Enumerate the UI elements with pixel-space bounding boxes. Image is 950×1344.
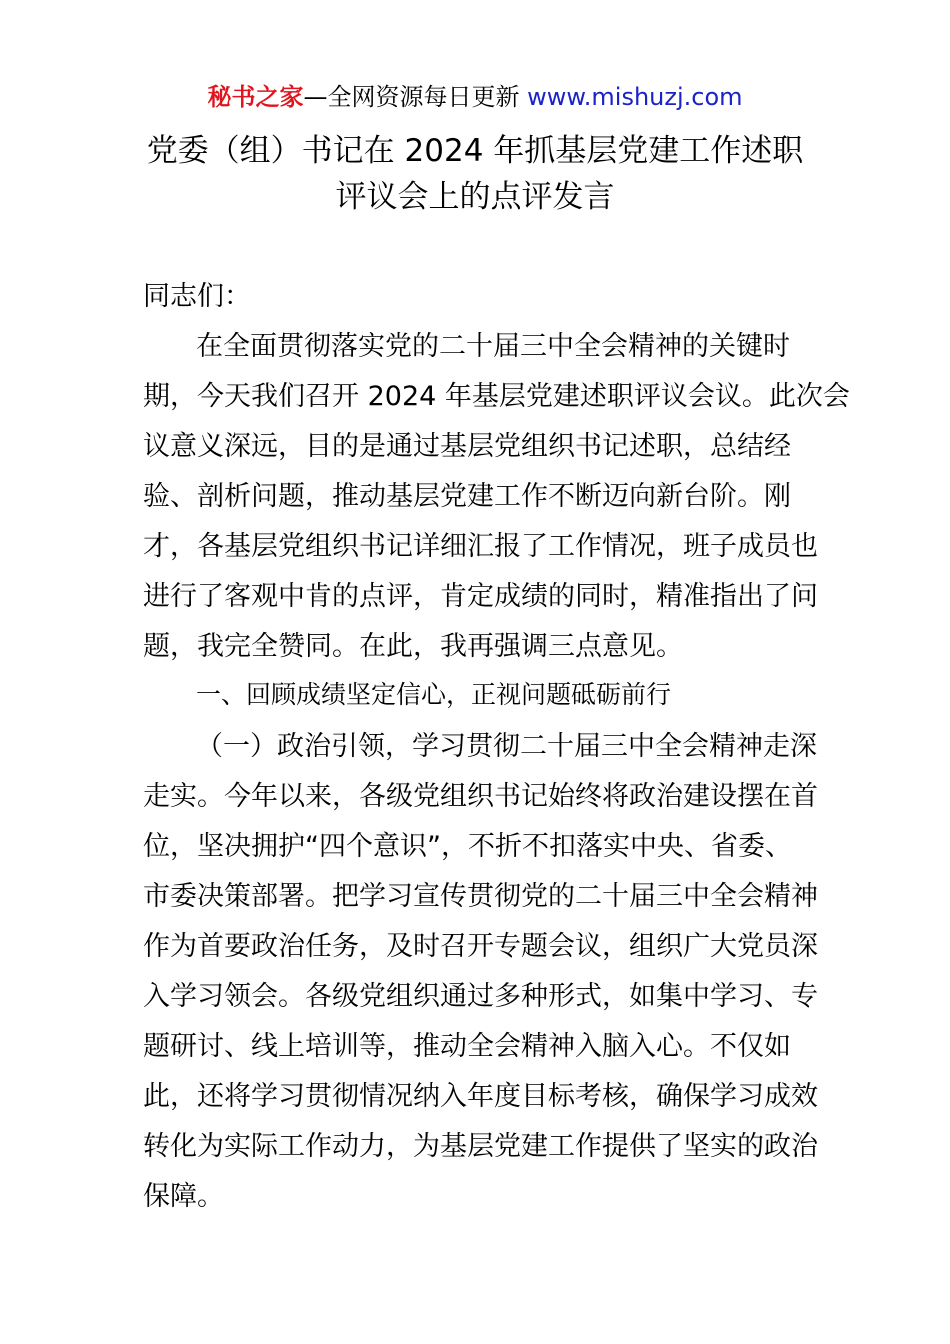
paragraph-line: 题，我完全赞同。在此，我再强调三点意见。 (143, 631, 683, 662)
paragraph-line: 题研讨、线上培训等，推动全会精神入脑入心。不仅如 (143, 1031, 791, 1062)
paragraph-line: 市委决策部署。把学习宣传贯彻党的二十届三中全会精神 (143, 881, 818, 912)
paragraph-line: 位，坚决拥护“四个意识”，不折不扣落实中央、省委、 (143, 831, 792, 862)
paragraph-line: 议意义深远，目的是通过基层党组织书记述职，总结经 (143, 431, 791, 462)
paragraph-line: 入学习领会。各级党组织通过多种形式，如集中学习、专 (143, 981, 818, 1012)
site-brand: 秘书之家 (207, 83, 304, 111)
paragraph-line: 保障。 (143, 1181, 224, 1212)
site-tagline: —全网资源每日更新 (303, 83, 528, 111)
paragraph-line: 才，各基层党组织书记详细汇报了工作情况，班子成员也 (143, 531, 818, 562)
site-header (0, 80, 950, 114)
document-title-line-1: 党委（组）书记在 2024 年抓基层党建工作述职 (146, 133, 804, 169)
paragraph-line: 在全面贯彻落实党的二十届三中全会精神的关键时 (196, 331, 790, 362)
subsection-heading-line: （一）政治引领，学习贯彻二十届三中全会精神走深 (196, 731, 817, 762)
paragraph-line: 作为首要政治任务，及时召开专题会议，组织广大党员深 (143, 931, 818, 962)
paragraph-line: 进行了客观中肯的点评，肯定成绩的同时，精准指出了问 (143, 581, 818, 612)
paragraph-line: 验、剖析问题，推动基层党建工作不断迈向新台阶。刚 (143, 481, 791, 512)
section-heading: 一、回顾成绩坚定信心，正视问题砥砺前行 (196, 680, 672, 709)
paragraph-line: 转化为实际工作动力，为基层党建工作提供了坚实的政治 (143, 1131, 818, 1162)
greeting: 同志们： (143, 281, 251, 312)
paragraph-line: 此，还将学习贯彻情况纳入年度目标考核，确保学习成效 (143, 1081, 818, 1112)
paragraph-line: 期，今天我们召开 2024 年基层党建述职评议会议。此次会 (143, 381, 850, 412)
paragraph-line: 走实。今年以来，各级党组织书记始终将政治建设摆在首 (143, 781, 818, 812)
document-title-line-2: 评议会上的点评发言 (335, 179, 615, 215)
site-url-link[interactable]: www.mishuzj.com (527, 83, 743, 111)
